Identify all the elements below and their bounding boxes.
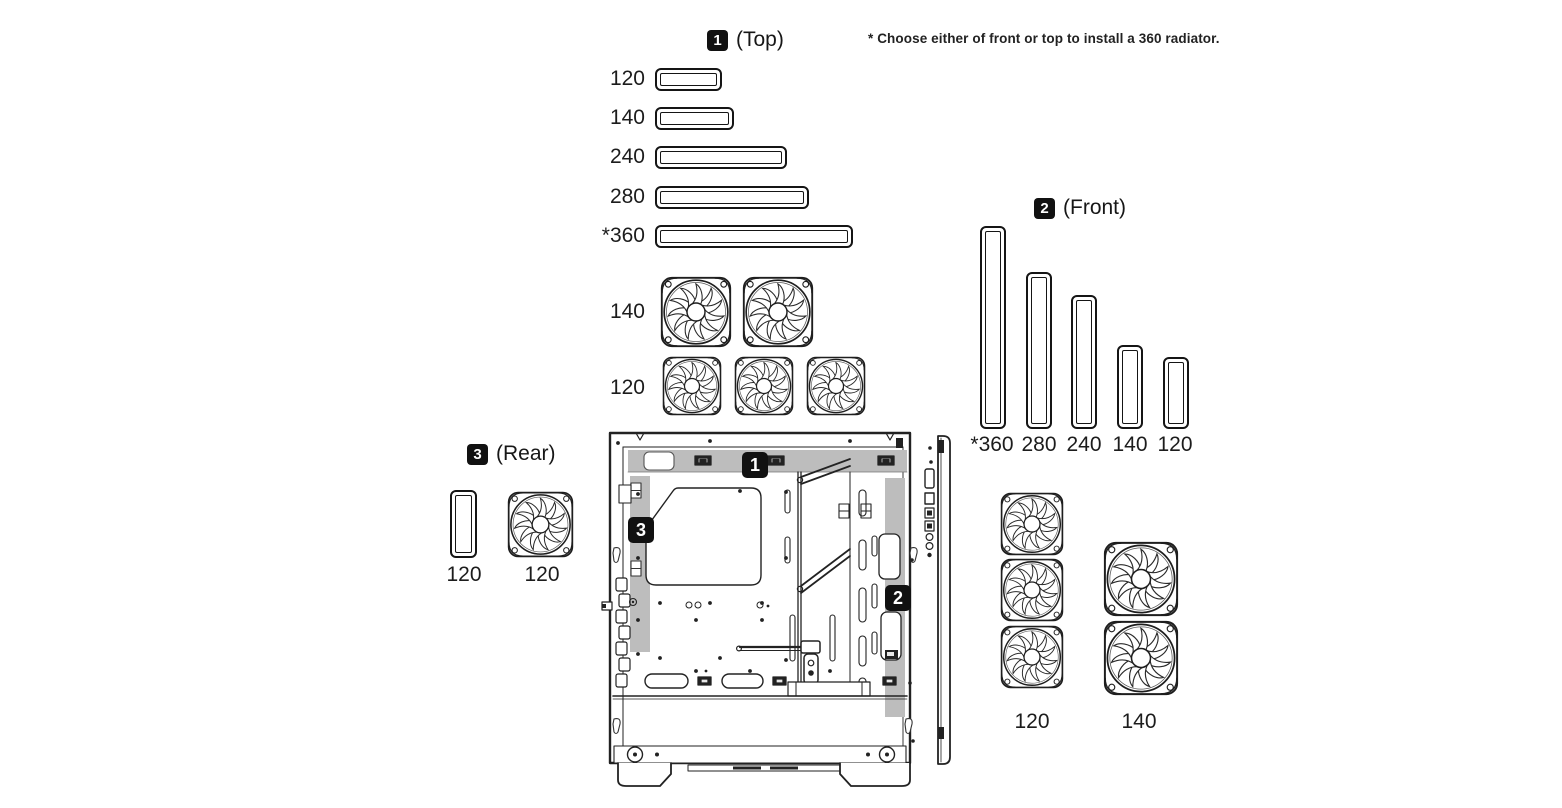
top-radiator-row-140 — [595, 106, 734, 130]
radiator-size-label: 240 — [1066, 433, 1102, 456]
fan-120-icon — [1000, 558, 1064, 622]
section-rear-header — [467, 442, 556, 466]
radiator-360-front-icon — [980, 226, 1006, 429]
io-audio-jack-icon — [926, 534, 933, 541]
fan-120-icon — [507, 491, 574, 558]
top-radiator-row-120 — [595, 67, 722, 91]
top-radiator-row-280 — [595, 185, 809, 209]
fan-120-icon — [662, 356, 722, 416]
section-front-title: (Front) — [1063, 196, 1126, 219]
section-top-title: (Top) — [736, 28, 784, 51]
top-fan-140-label: 140 — [609, 300, 645, 323]
fan-120-icon — [806, 356, 866, 416]
io-usb-port-icon — [925, 469, 934, 488]
fan-140-icon — [742, 276, 814, 348]
radiator-size-label: *360 — [601, 224, 645, 247]
note-360-radiator: * Choose either of front or top to install a 360 radiator. — [868, 31, 1220, 46]
front-fan-140-label: 140 — [1121, 710, 1157, 733]
radiator-size-label: 120 — [1157, 433, 1193, 456]
radiator-240-front-icon — [1071, 295, 1097, 429]
section-top-badge: 1 — [707, 30, 728, 51]
radiator-280-top-icon — [655, 186, 809, 209]
radiator-size-label: *360 — [970, 433, 1014, 456]
rear-fan-label: 120 — [524, 563, 560, 586]
section-front-badge: 2 — [1034, 198, 1055, 219]
top-radiator-row-360 — [595, 224, 853, 248]
fan-140-icon — [1103, 541, 1179, 617]
radiator-240-top-icon — [655, 146, 787, 169]
radiator-140-front-icon — [1117, 345, 1143, 429]
fan-120-icon — [1000, 625, 1064, 689]
case-zone-2-badge-text: 2 — [892, 588, 904, 608]
section-rear-badge: 3 — [467, 444, 488, 465]
radiator-280-front-icon — [1026, 272, 1052, 429]
fan-120-icon — [1000, 492, 1064, 556]
radiator-140-top-icon — [655, 107, 734, 130]
case-zone-1-badge-text: 1 — [749, 455, 761, 475]
pc-case-illustration — [600, 428, 956, 796]
section-rear-title: (Rear) — [496, 442, 556, 465]
section-front-header — [1034, 196, 1126, 220]
case-zone-3-badge-text: 3 — [635, 520, 647, 540]
radiator-120-top-icon — [655, 68, 722, 91]
radiator-size-label: 240 — [609, 145, 645, 168]
top-fan-120-label: 120 — [609, 376, 645, 399]
radiator-120-front-icon — [1163, 357, 1189, 429]
top-radiator-row-240 — [595, 145, 787, 169]
radiator-size-label: 140 — [1112, 433, 1148, 456]
fan-140-icon — [1103, 620, 1179, 696]
io-audio-jack-icon — [926, 543, 933, 550]
radiator-120-rear-icon — [450, 490, 477, 558]
rear-radiator-label: 120 — [446, 563, 482, 586]
radiator-size-label: 140 — [609, 106, 645, 129]
section-top-header — [707, 28, 784, 52]
radiator-size-label: 280 — [609, 185, 645, 208]
io-usb-port-icon — [925, 493, 934, 504]
io-power-button-icon — [927, 553, 931, 557]
fan-120-icon — [734, 356, 794, 416]
fan-140-icon — [660, 276, 732, 348]
radiator-360-top-icon — [655, 225, 853, 248]
radiator-size-label: 280 — [1021, 433, 1057, 456]
front-fan-120-label: 120 — [1014, 710, 1050, 733]
radiator-size-label: 120 — [609, 67, 645, 90]
